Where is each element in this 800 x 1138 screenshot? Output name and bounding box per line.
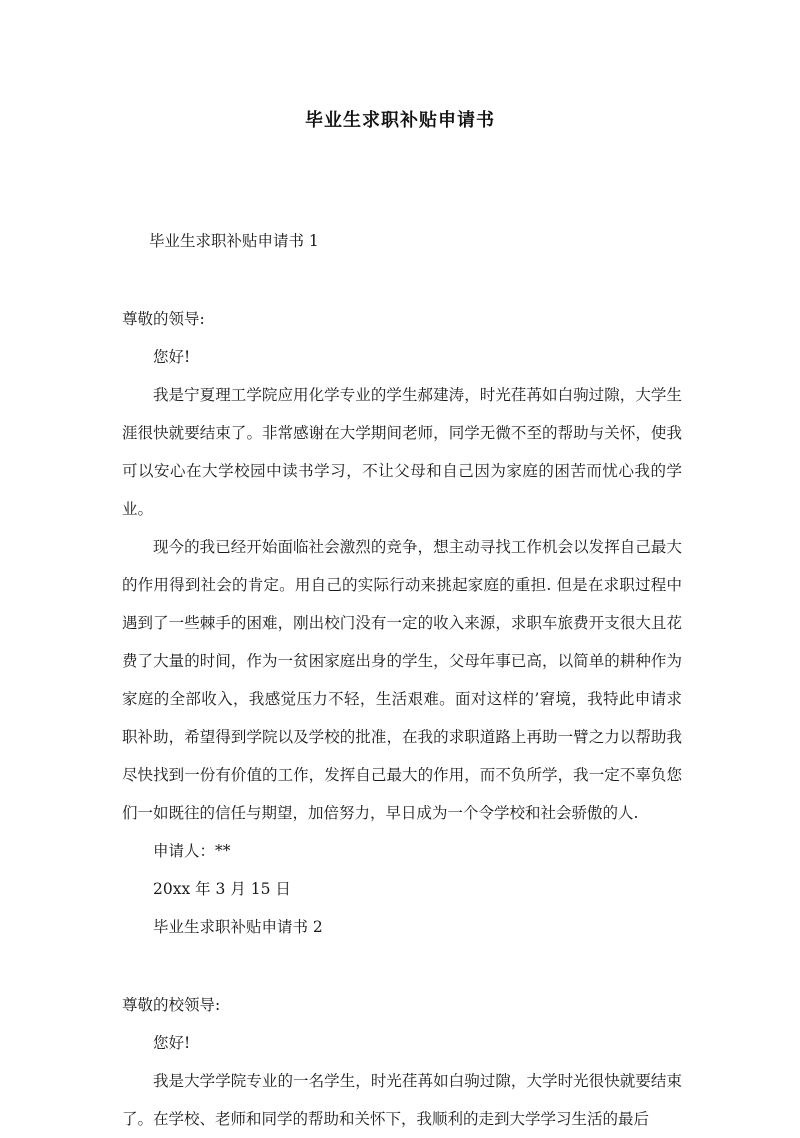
letter-2-paragraph-1: 我是大学学院专业的一名学生，时光荏苒如白驹过隙，大学时光很快就要结束了。在学校、老师和同学的帮助和关怀下，我顺利的走到大学学习生活的最后 <box>122 1072 682 1128</box>
letter-1-applicant: 申请人：** <box>153 842 231 860</box>
letter-1-paragraph-1: 我是宁夏理工学院应用化学专业的学生郝建涛，时光荏苒如白驹过隙，大学生涯很快就要结束了。非常感谢在大学期间老师，同学无微不至的帮助与关怀，使我可以安心在大学校园中读书学习，不让父母和自己因为家庭的困苦而忧心我的学业。 <box>122 386 682 518</box>
letter-1-date: 20xx 年 3 月 15 日 <box>153 880 291 898</box>
letter-2-heading: 毕业生求职补贴申请书 2 <box>153 918 323 936</box>
document-title: 毕业生求职补贴申请书 <box>305 110 495 131</box>
letter-2-salutation: 尊敬的校领导: <box>122 996 221 1014</box>
letter-1-salutation: 尊敬的领导: <box>122 310 205 328</box>
letter-1-paragraph-2: 现今的我已经开始面临社会激烈的竞争，想主动寻找工作机会以发挥自己最大的作用得到社会的肯定。用自己的实际行动来挑起家庭的重担. 但是在求职过程中遇到了一些棘手的困难，刚出校门没有一定的收入来源，求职车旅费开支很大且花费了大量的时间，作为一贫困家庭出身的学生，父母年事已高，以简单的耕种作为家庭的全部收入，我感觉压力不轻，生活艰难。面对这样的’窘境，我特此申请求职补助，希望得到学院以及学校的批准，在我的求职道路上再助一臂之力以帮助我尽快找到一份有价值的工作，发挥自己最大的作用，而不负所学，我一定不辜负您们一如既往的信任与期望，加倍努力，早日成为一个令学校和社会骄傲的人. <box>122 538 682 822</box>
letter-2-greeting: 您好! <box>153 1034 191 1052</box>
document-body <box>122 222 682 1138</box>
letter-1-greeting: 您好! <box>153 348 191 366</box>
letter-1-heading: 毕业生求职补贴申请书 1 <box>149 232 319 250</box>
